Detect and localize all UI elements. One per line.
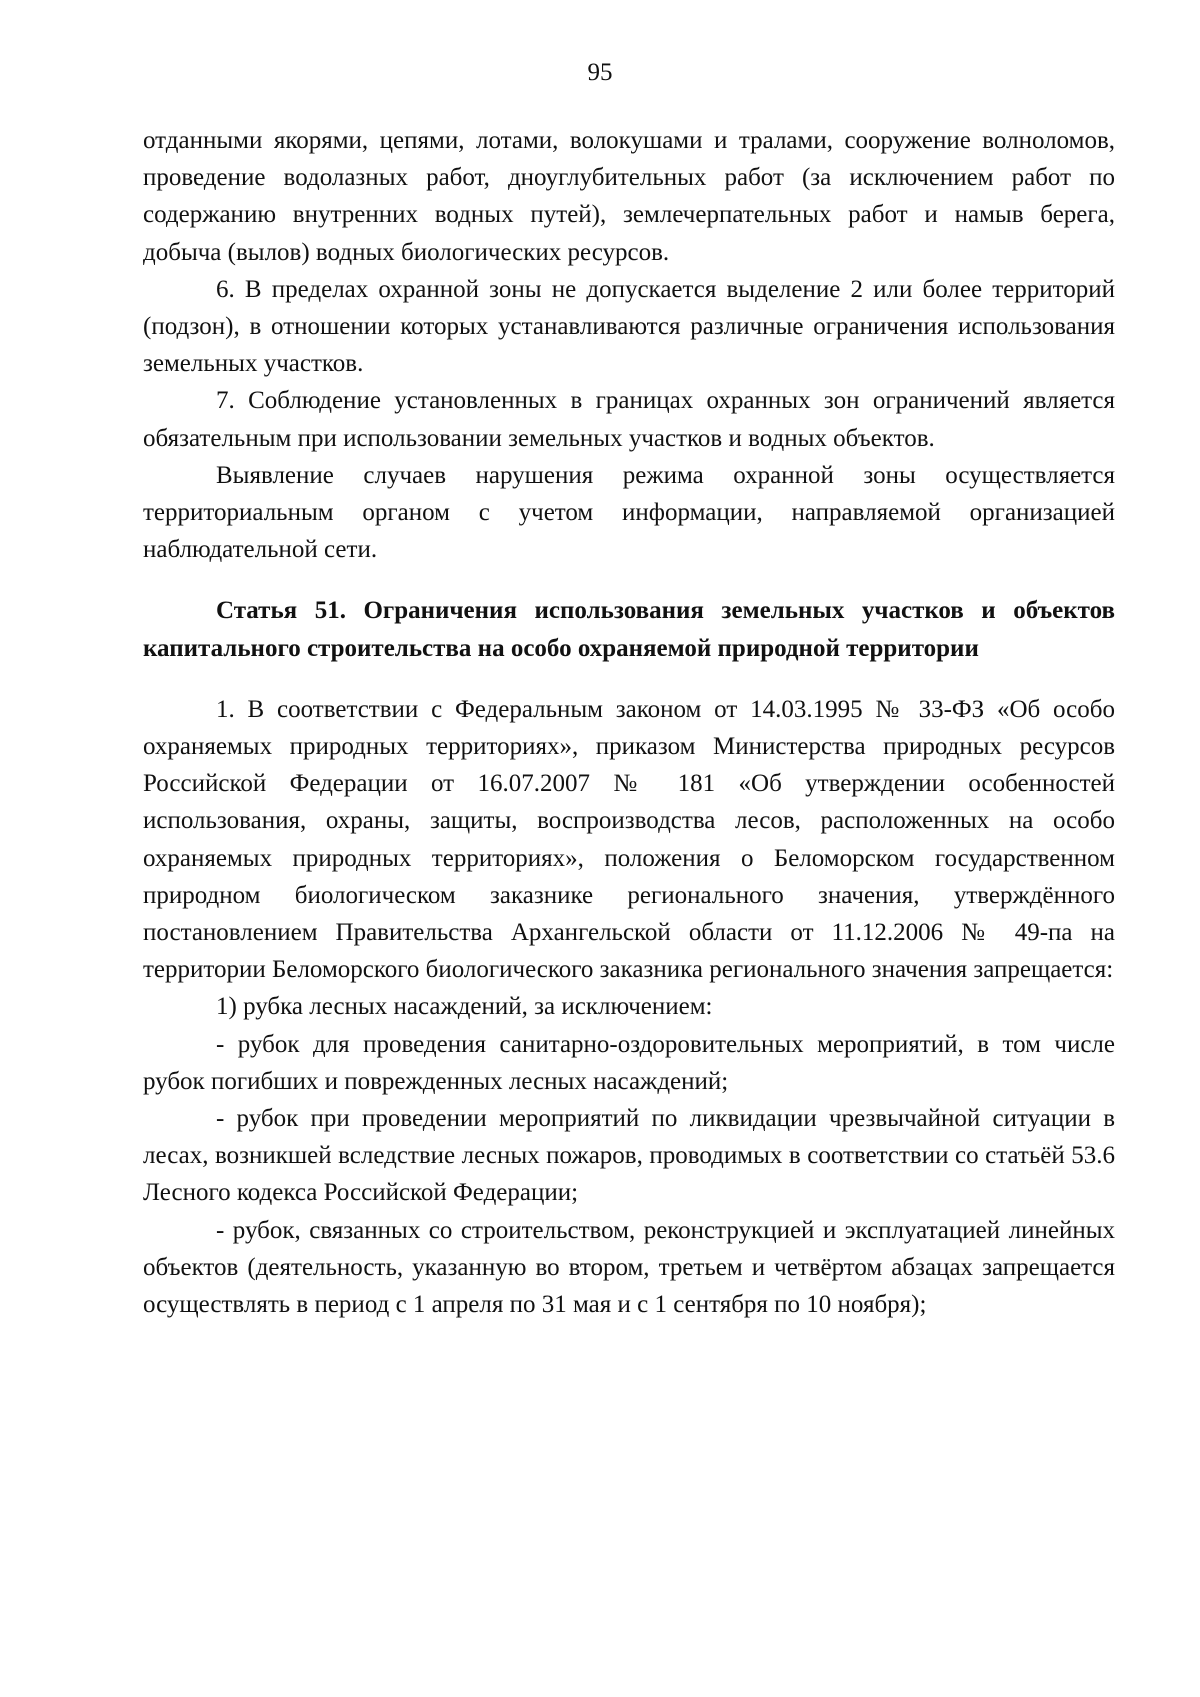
paragraph-item-7: 7. Соблюдение установленных в границах охранных зон ограничений является обязательным при использовании земельных участков и водных объектов. <box>143 387 1115 452</box>
article-heading: Статья 51. Ограничения использования земельных участков и объектов капитального строительства на особо охраняемой природной территории <box>143 597 1115 662</box>
paragraph-dash-emergency: - рубок при проведении мероприятий по ликвидации чрезвычайной ситуации в лесах, возникшей вследствие лесных пожаров, проводимых в соответствии со статьёй 53.6 Лесного кодекса Российской Федерации; <box>143 1105 1115 1207</box>
paragraph-violations: Выявление случаев нарушения режима охранной зоны осуществляется территориальным органом с учетом информации, направляемой организацией наблюдательной сети. <box>143 461 1115 564</box>
paragraph-item-6: 6. В пределах охранной зоны не допускается выделение 2 или более территорий (подзон), в отношении которых устанавливаются различные ограничения использования земельных участков. <box>143 275 1115 378</box>
page-number: 95 <box>587 59 613 86</box>
paragraph-subitem-1: 1) рубка лесных насаждений, за исключением: <box>216 993 713 1021</box>
paragraph-continuation: отданными якорями, цепями, лотами, волокушами и тралами, сооружение волноломов, проведение водолазных работ, дноуглубительных работ (за исключением работ по содержанию внутренних водных путей), землечерпательных работ и намыв берега, добыча (вылов) водных биологических ресурсов. <box>143 127 1115 266</box>
paragraph-dash-sanitary: - рубок для проведения санитарно-оздоровительных мероприятий, в том числе рубок погибших и поврежденных лесных насаждений; <box>143 1030 1115 1095</box>
document-body <box>143 122 1115 1323</box>
paragraph-dash-linear: - рубок, связанных со строительством, реконструкцией и эксплуатацией линейных объектов (деятельность, указанную во втором, третьем и четвёртом абзацах запрещается осуществлять в период с 1 апреля по 31 мая и с 1 сентября по 10 ноября); <box>143 1216 1115 1319</box>
paragraph-article-item-1: 1. В соответствии с Федеральным законом от 14.03.1995 № 33-ФЗ «Об особо охраняемых природных территориях», приказом Министерства природных ресурсов Российской Федерации от 16.07.2007 № 181 «Об утверждении особенностей использования, охраны, защиты, воспроизводства лесов, расположенных на особо охраняемых природных территориях», положения о Беломорском государственном природном биологическом заказнике регионального значения, утверждённого постановлением Правительства Архангельской области от 11.12.2006 № 49-па на территории Беломорского биологического заказника регионального значения запрещается: <box>143 695 1115 984</box>
